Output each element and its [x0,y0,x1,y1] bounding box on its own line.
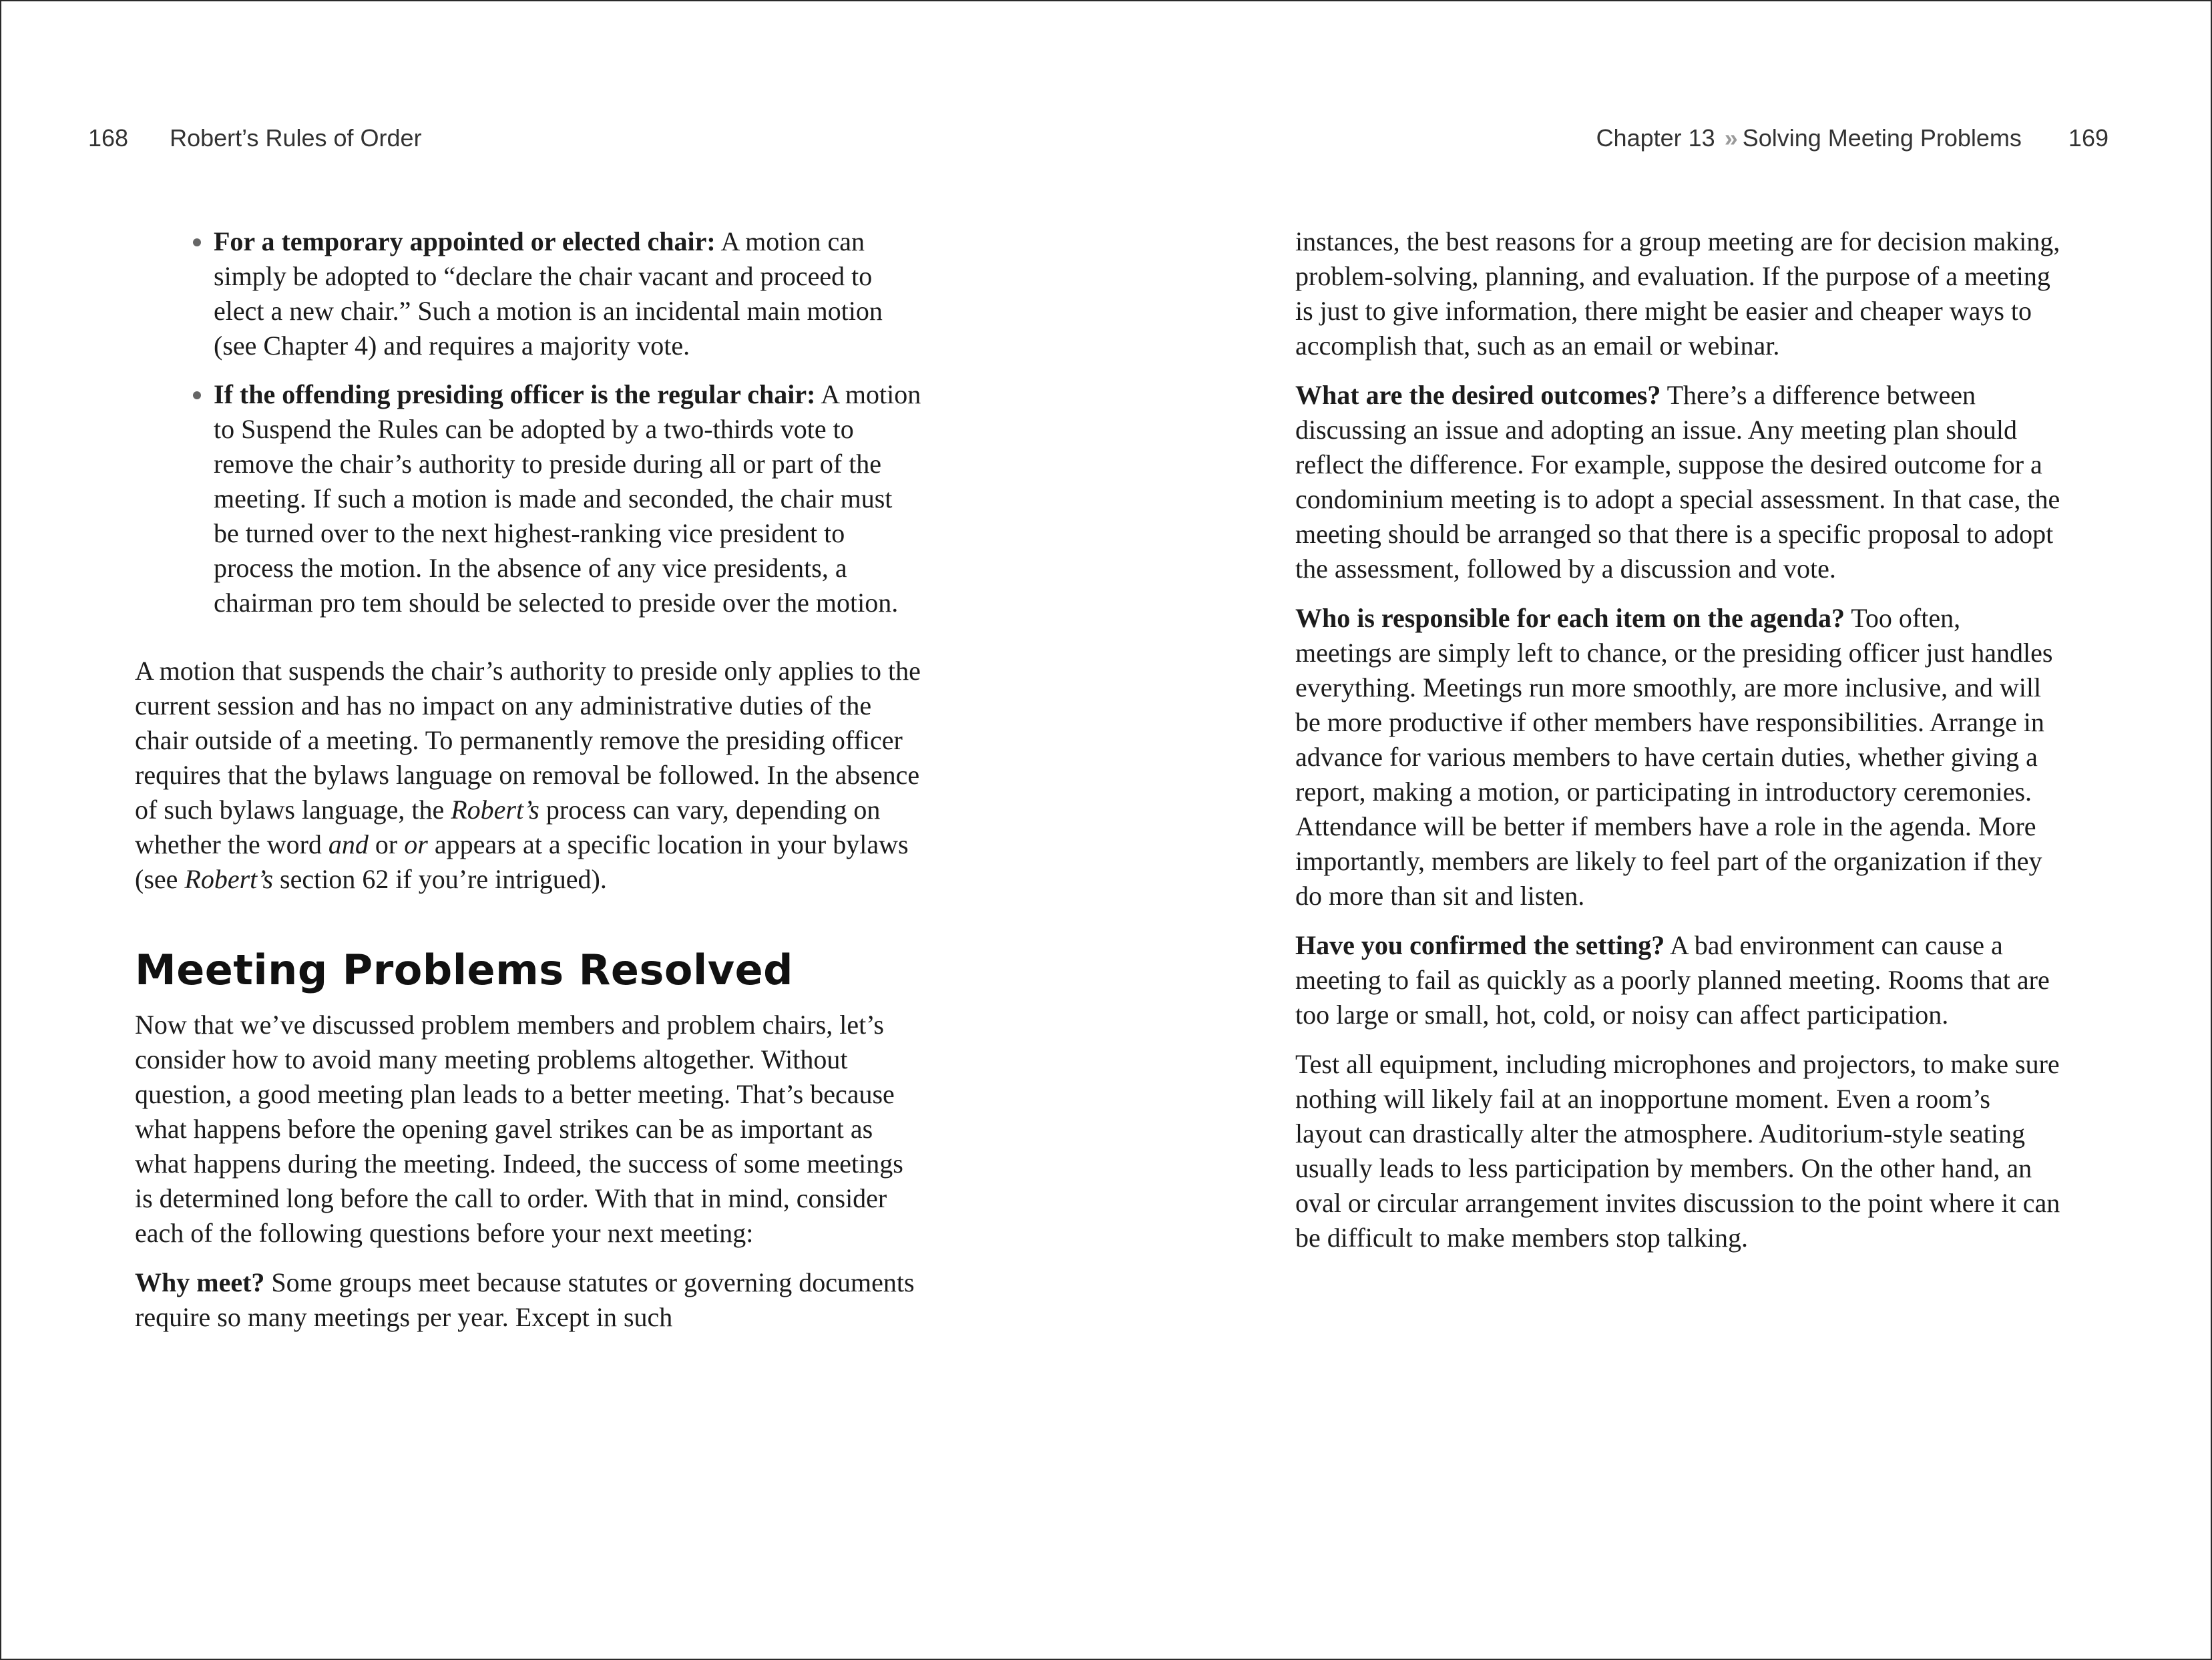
left-running-head [88,124,422,152]
bullet-text: A motion to Suspend the Rules can be adopted by a two-thirds vote to remove the chair’s authority to preside during all or part of the meeting. If such a motion is made and seconded, the chair must be turned over to the next highest-ranking vice president to process the motion. In the absence of any vice presidents, a chairman pro tem should be selected to preside over the motion. [214,379,921,618]
text-run: There’s a difference between discussing an issue and adopting an issue. Any meeting plan should reflect the difference. For example, suppose the desired outcome for a condominium meeting is to adopt a special assessment. In that case, the meeting should be arranged so that there is a specific proposal to adopt the assessment, followed by a discussion and vote. [1295,380,2060,584]
body-paragraph: Test all equipment, including microphones and projectors, to make sure nothing will likely fail at an inopportune moment. Even a room’s layout can drastically alter the atmosphere. Auditorium-style seating usually leads to less participation by members. On the other hand, an oval or circular arrangement invites discussion to the point where it can be difficult to make members stop talking. [1295,1049,2060,1253]
section-heading: Meeting Problems Resolved [135,946,794,994]
text-run: Some groups meet because statutes or governing documents require so many meetings per year. Except in such [135,1267,915,1332]
left-column [135,224,923,1350]
body-paragraph [135,1265,923,1335]
italic-run: or [404,829,428,859]
chapter-title: Solving Meeting Problems [1742,124,2022,152]
double-chevron-icon: » [1724,124,1732,152]
text-run: process can vary, depending on whether the word [135,795,881,859]
text-run: A bad environment can cause a meeting to fail as quickly as a poorly planned meeting. Rooms that are too large or small, hot, cold, or noisy can affect participation. [1295,930,2050,1030]
run-in-heading: Who is responsible for each item on the agenda? [1295,603,1845,633]
right-column [1295,224,2063,1270]
right-page-number: 169 [2068,124,2109,152]
body-paragraph: Now that we’ve discussed problem members and problem chairs, let’s consider how to avoid many meeting problems altogether. Without question, a good meeting plan leads to a better meeting. That’s because what happens before the opening gavel strikes can be as important as what happens during the meeting. Indeed, the success of some meetings is determined long before the call to order. With that in mind, consider each of the following questions before your next meeting: [135,1010,903,1248]
bullet-item [214,377,923,620]
run-in-heading: What are the desired outcomes? [1295,380,1661,410]
text-run: Too often, meetings are simply left to chance, or the presiding officer just handles everything. Meetings run more smoothly, are more inclusive, and will be more productive if other members have responsibilities. Arrange in advance for various members to have certain duties, whether giving a report, making a motion, or participating in introductory ceremonies. Attendance will be better if members have a role in the agenda. More importantly, members are likely to feel part of the organization if they do more than sit and listen. [1295,603,2053,911]
body-paragraph [1295,601,2063,913]
text-run: appears at a specific location in your bylaws (see [135,829,909,894]
book-title: Robert’s Rules of Order [170,124,422,152]
right-running-head [1106,124,2109,152]
bullet-text: A motion can simply be adopted to “declare the chair vacant and proceed to elect a new chair.” Such a motion is an incidental main motion (see Chapter 4) and requires a majority vote. [214,226,883,361]
body-paragraph: instances, the best reasons for a group meeting are for decision making, problem-solving, planning, and evaluation. If the purpose of a meeting is just to give information, there might be easier and cheaper ways to accomplish that, such as an email or webinar. [1295,226,2060,361]
bullet-list [135,224,923,620]
italic-run: and [328,829,369,859]
italic-run: Robert’s [184,864,274,894]
right-page [1106,0,2212,1660]
run-in-heading: Have you confirmed the setting? [1295,930,1665,960]
bullet-item [214,224,923,363]
bullet-lead: For a temporary appointed or elected chair: [214,226,716,256]
italic-run: Robert’s [451,795,539,825]
body-paragraph [135,654,923,897]
left-page-number: 168 [88,124,129,152]
body-paragraph [1295,928,2063,1032]
text-run: A motion that suspends the chair’s authority to preside only applies to the current session and has no impact on any administrative duties of the chair outside of a meeting. To permanently remove the presiding officer requires that the bylaws language on removal be followed. In the absence of such bylaws language, the [135,656,921,825]
text-run: or [368,829,405,859]
run-in-heading: Why meet? [135,1267,265,1297]
bullet-lead: If the offending presiding officer is the regular chair: [214,379,816,409]
body-paragraph [1295,378,2063,586]
chapter-label: Chapter 13 [1596,124,1715,152]
text-run: section 62 if you’re intrigued). [273,864,607,894]
